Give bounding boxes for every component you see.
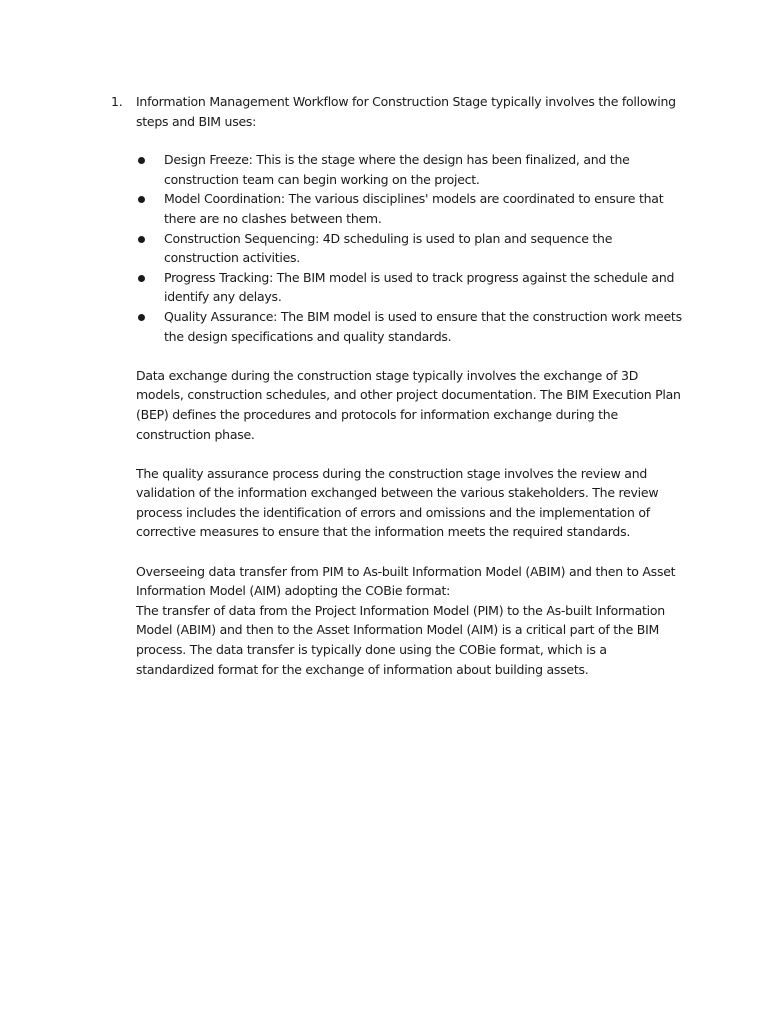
overseeing-body: The transfer of data from the Project Information Model (PIM) to the As-built Information Model (ABIM) and then to the Asset Information Model (AIM) is a critical part of the BIM process. The data transfer is typically done using the COBie format, which is a standardized format for the exchange of information about building assets.: [136, 602, 665, 677]
numbered-list-item: [111, 92, 686, 679]
bullet-text: Progress Tracking: The BIM model is used to track progress against the schedule and identify any delays.: [164, 269, 675, 305]
bullet-icon: [138, 196, 145, 203]
paragraph-data-exchange: Data exchange during the construction stage typically involves the exchange of 3D models, construction schedules, and other project documentation. The BIM Execution Plan (BEP) defines the procedures and protocols for information exchange during the construction phase.: [136, 367, 681, 442]
bullet-text: Design Freeze: This is the stage where the design has been finalized, and the construction team can begin working on the project.: [164, 152, 630, 187]
bullet-list: [136, 150, 686, 346]
bullet-item-progress-tracking: [164, 268, 686, 307]
bullet-icon: [138, 157, 145, 164]
bullet-item-construction-sequencing: [164, 229, 686, 268]
bullet-text: Quality Assurance: The BIM model is used to ensure that the construction work meets the design specifications and quality standards.: [164, 308, 682, 344]
list-number: 1.: [111, 94, 123, 109]
bullet-item-model-coordination: [164, 189, 686, 228]
list-item-body: [136, 92, 686, 679]
bullet-icon: [138, 236, 145, 243]
intro-text: Information Management Workflow for Construction Stage typically involves the following steps and BIM uses:: [136, 94, 676, 129]
bullet-text: Model Coordination: The various disciplines' models are coordinated to ensure that there are no clashes between them.: [164, 191, 664, 226]
paragraph-quality-assurance: The quality assurance process during the construction stage involves the review and validation of the information exchanged between the various stakeholders. The review process includes the identification of errors and omissions and the implementation of corrective measures to ensure that the information meets the required standards.: [136, 465, 659, 540]
paragraph-overseeing: [136, 562, 686, 680]
bullet-item-design-freeze: [164, 150, 686, 189]
bullet-icon: [138, 314, 145, 321]
bullet-item-quality-assurance: [164, 307, 686, 346]
overseeing-heading: Overseeing data transfer from PIM to As-built Information Model (ABIM) and then to Asset Information Model (AIM) adopting the COBie format:: [136, 563, 676, 599]
bullet-icon: [138, 275, 145, 282]
bullet-text: Construction Sequencing: 4D scheduling is used to plan and sequence the construction activities.: [164, 230, 613, 266]
